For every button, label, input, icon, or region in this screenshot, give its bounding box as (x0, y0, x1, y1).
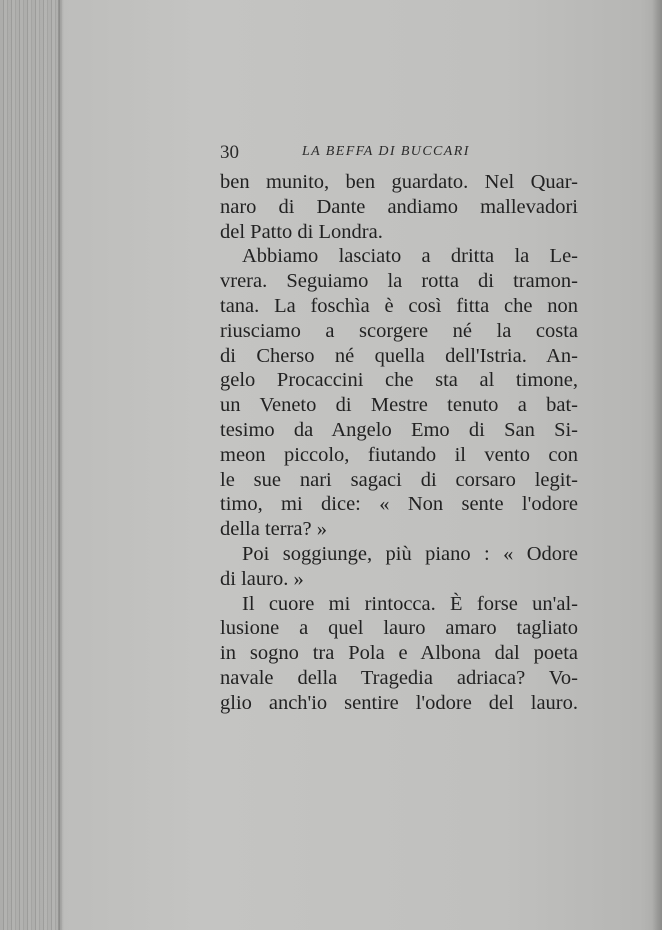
text-line: in sogno tra Pola e Albona dal poeta (220, 642, 578, 665)
text-line: naro di Dante andiamo mallevadori (220, 195, 578, 218)
page-number: 30 (220, 142, 239, 163)
page-header (220, 138, 580, 168)
text-line: Abbiamo lasciato a dritta la Le- (242, 245, 578, 268)
body-text (220, 170, 578, 716)
text-line: tana. La foschìa è così fitta che non (220, 294, 578, 317)
text-line: navale della Tragedia adriaca? Vo- (220, 666, 578, 689)
text-line: glio anch'io sentire l'odore del lauro. (220, 691, 578, 714)
text-line: del Patto di Londra. (220, 220, 383, 243)
text-line: di Cherso né quella dell'Istria. An- (220, 344, 578, 367)
page-stack-edges (0, 0, 62, 930)
text-line: ben munito, ben guardato. Nel Quar- (220, 171, 578, 193)
text-line: gelo Procaccini che sta al timone, (220, 369, 578, 392)
page-right-edge (652, 0, 662, 930)
running-title: LA BEFFA DI BUCCARI (302, 144, 470, 159)
text-line: timo, mi dice: « Non sente l'odore (220, 493, 578, 516)
text-line: riusciamo a scorgere né la costa (220, 319, 578, 342)
text-line: meon piccolo, fiutando il vento con (220, 443, 578, 466)
text-line: della terra? » (220, 518, 327, 541)
text-line: un Veneto di Mestre tenuto a bat- (220, 394, 578, 417)
text-line: Il cuore mi rintocca. È forse un'al- (242, 592, 578, 615)
text-line: di lauro. » (220, 567, 304, 590)
text-line: Poi soggiunge, più piano : « Odore (242, 542, 578, 565)
text-line: vrera. Seguiamo la rotta di tramon- (220, 270, 578, 293)
text-line: tesimo da Angelo Emo di San Si- (220, 418, 578, 441)
text-line: lusione a quel lauro amaro tagliato (220, 617, 578, 640)
text-line: le sue nari sagaci di corsaro legit- (220, 468, 578, 491)
page-gutter-shadow (58, 0, 64, 930)
